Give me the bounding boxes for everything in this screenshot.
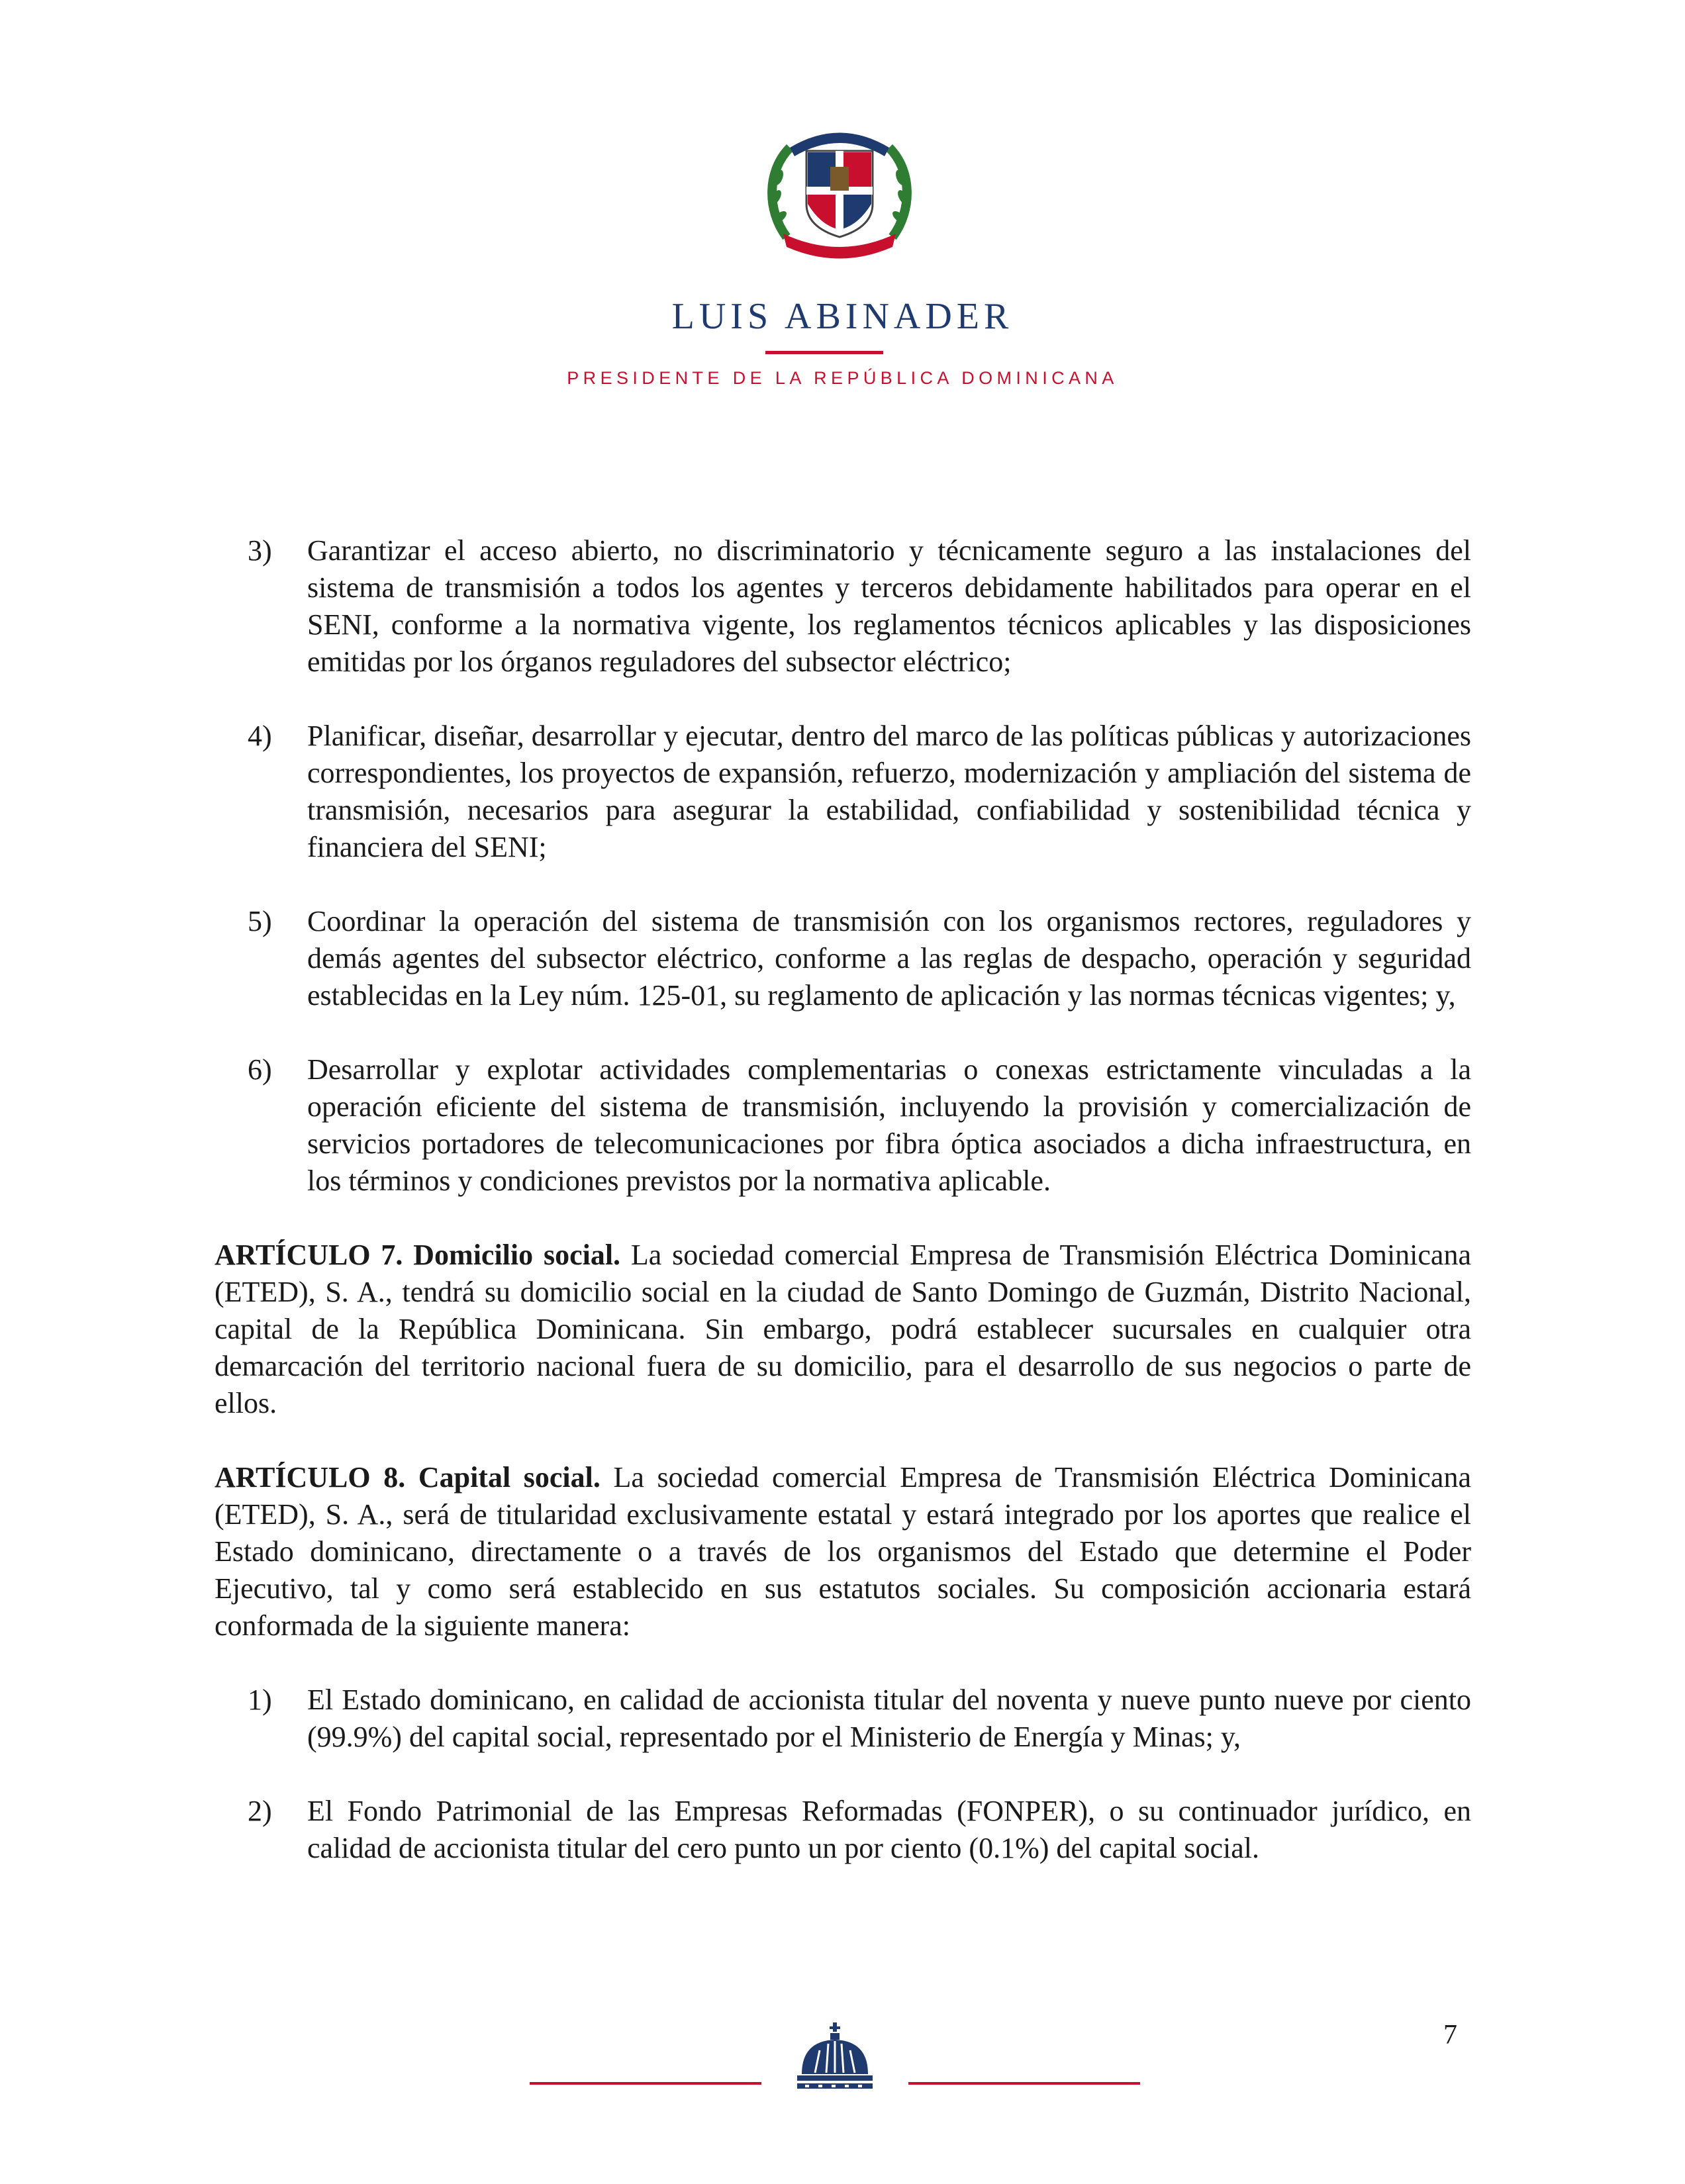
header-divider xyxy=(765,351,883,354)
list-item xyxy=(215,718,1471,866)
list-number: 2) xyxy=(248,1795,272,1827)
document-body xyxy=(215,532,1471,1867)
list-text: Planificar, diseñar, desarrollar y ejecutar, dentro del marco de las políticas públicas y autorizaciones correspondientes, los proyectos de expansión, refuerzo, modernización y ampliación del sistema de transmisión, necesarios para asegurar la estabilidad, confiabilidad y sostenibilidad técnica y financiera del SENI; xyxy=(307,720,1471,863)
list-item xyxy=(215,1793,1471,1867)
list-text: Garantizar el acceso abierto, no discriminatorio y técnicamente seguro a las instalaciones del sistema de transmisión a todos los agentes y terceros debidamente habilitados para operar en el SENI, conforme a la normativa vigente, los reglamentos técnicos aplicables y las disposiciones emitidas por los órganos reguladores del subsector eléctrico; xyxy=(307,534,1471,678)
list-number: 5) xyxy=(248,905,272,937)
footer-line-left xyxy=(530,2082,761,2085)
list-text: El Estado dominicano, en calidad de accionista titular del noventa y nueve punto nueve por ciento (99.9%) del capital social, representado por el Ministerio de Energía y Minas; y, xyxy=(307,1684,1471,1753)
article-text: La sociedad comercial Empresa de Transmisión Eléctrica Dominicana (ETED), S. A., será de titularidad exclusivamente estatal y estará integrado por los aportes que realice el Estado dominicano, directamente o a través de los organismos del Estado que determine el Poder Ejecutivo, tal y como será establecido en sus estatutos sociales. Su composición accionaria estará conformada de la siguiente manera: xyxy=(215,1461,1471,1642)
footer-line-right xyxy=(908,2082,1140,2085)
article-heading: ARTÍCULO 8. Capital social. xyxy=(215,1461,601,1494)
page-number: 7 xyxy=(1443,2020,1457,2050)
list-text: Coordinar la operación del sistema de transmisión con los organismos rectores, reguladores y demás agentes del subsector eléctrico, conforme a las reglas de despacho, operación y seguridad establecidas en la Ley núm. 125-01, su reglamento de aplicación y las normas técnicas vigentes; y, xyxy=(307,905,1471,1012)
list-item xyxy=(215,1682,1471,1756)
coat-of-arms-icon xyxy=(760,111,919,263)
list-number: 4) xyxy=(248,720,272,752)
article-8 xyxy=(215,1459,1471,1644)
list-item xyxy=(215,1051,1471,1200)
list-item xyxy=(215,532,1471,681)
list-number: 3) xyxy=(248,534,272,567)
palace-dome-icon xyxy=(792,2022,878,2095)
article-text: La sociedad comercial Empresa de Transmisión Eléctrica Dominicana (ETED), S. A., tendrá su domicilio social en la ciudad de Santo Domingo de Guzmán, Distrito Nacional, capital de la República Dominicana. Sin embargo, podrá establecer sucursales en cualquier otra demarcación del territorio nacional fuera de su domicilio, para el desarrollo de sus negocios o parte de ellos. xyxy=(215,1239,1471,1419)
president-title: PRESIDENTE DE LA REPÚBLICA DOMINICANA xyxy=(567,368,1118,388)
article-7 xyxy=(215,1237,1471,1422)
list-text: Desarrollar y explotar actividades complementarias o conexas estrictamente vinculadas a la operación eficiente del sistema de transmisión, incluyendo la provisión y comercialización de servicios portadores de telecomunicaciones por fibra óptica asociados a dicha infraestructura, en los términos y condiciones previstos por la normativa aplicable. xyxy=(307,1053,1471,1197)
list-text: El Fondo Patrimonial de las Empresas Reformadas (FONPER), o su continuador jurídico, en calidad de accionista titular del cero punto un por ciento (0.1%) del capital social. xyxy=(307,1795,1471,1864)
president-name: LUIS ABINADER xyxy=(671,296,1014,337)
article-heading: ARTÍCULO 7. Domicilio social. xyxy=(215,1239,621,1271)
list-item xyxy=(215,903,1471,1014)
list-number: 6) xyxy=(248,1053,272,1086)
list-number: 1) xyxy=(248,1684,272,1716)
